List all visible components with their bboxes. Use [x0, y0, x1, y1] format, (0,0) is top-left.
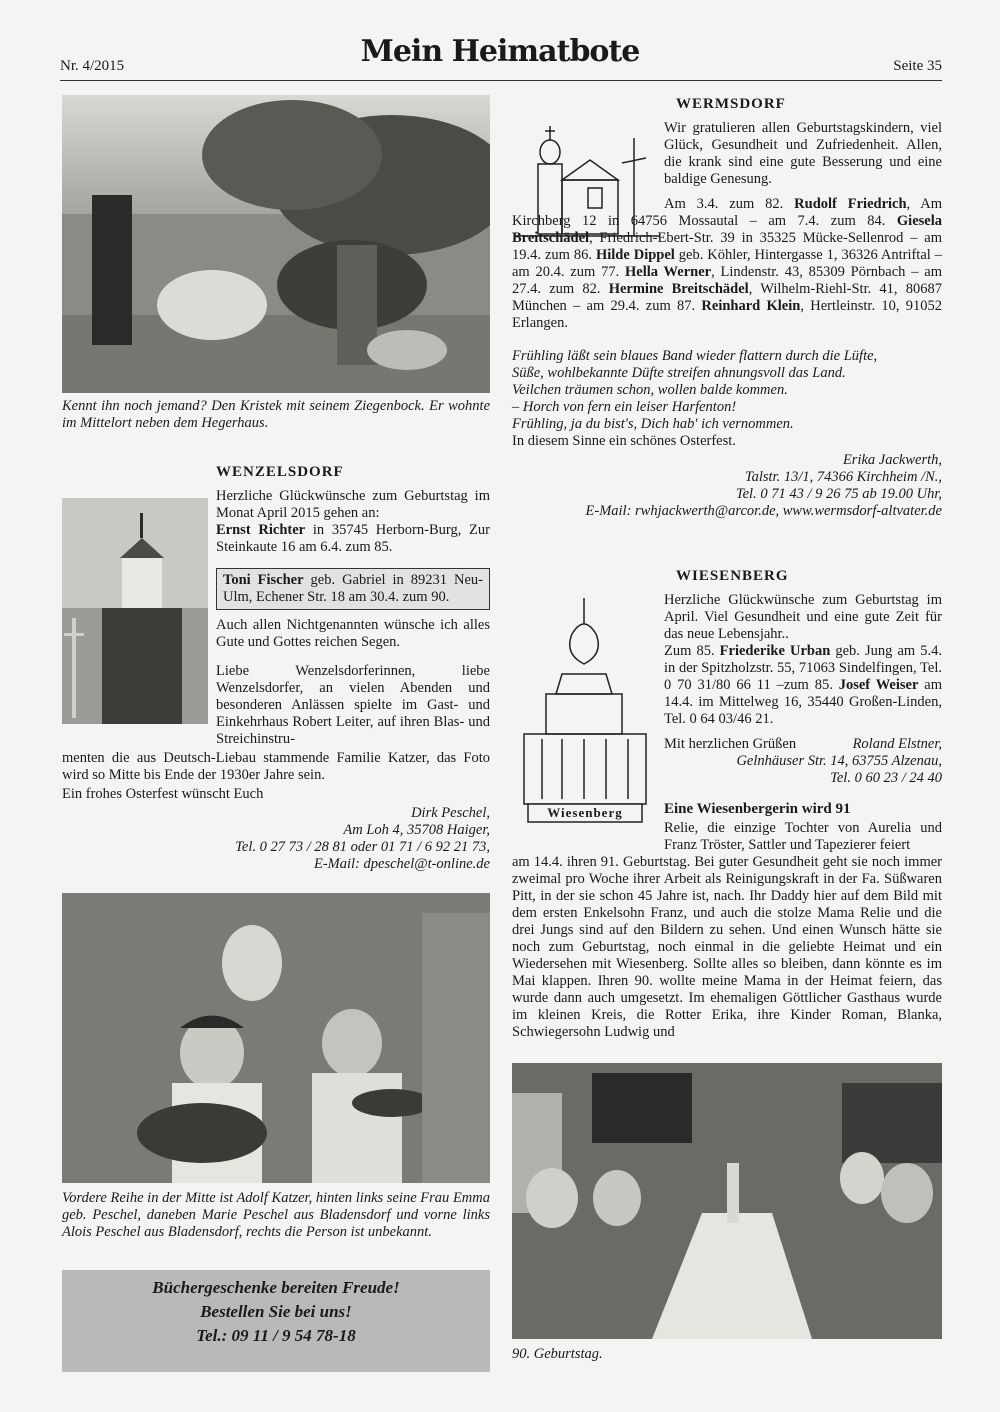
article-subtitle: Eine Wiesenbergerin wird 91 — [664, 801, 851, 817]
photo-musicians — [62, 893, 490, 1183]
wermsdorf-name: Hella Werner — [625, 264, 712, 280]
newspaper-title: Mein Heimatbote — [360, 34, 640, 69]
wermsdorf-text: Am 3.4. zum 82. — [664, 196, 795, 212]
birthday-name: Ernst Richter — [216, 522, 306, 538]
poem-closing: In diesem Sinne ein schönes Osterfest. — [512, 433, 736, 449]
sig-line: Erika Jackwerth, — [842, 452, 942, 468]
ad-headline: Büchergeschenke bereiten Freude! — [152, 1278, 400, 1297]
sig-line: E-Mail: dpeschel@t-online.de — [313, 856, 490, 872]
sig-line: Am Loh 4, 35708 Haiger, — [343, 822, 490, 838]
sig-line: Tel. 0 27 73 / 28 81 oder 01 71 / 6 92 21 73, — [235, 839, 490, 855]
poem-line: Frühling, ja du bist's, Dich hab' ich vernommen. — [512, 416, 794, 432]
fountain-icon — [512, 594, 658, 824]
emblem-label: Wiesenberg — [547, 805, 623, 820]
wiesenberg-birthdays — [664, 643, 942, 728]
sig-line: Dirk Peschel, — [411, 805, 490, 821]
sig-line: Gelnhäuser Str. 14, 63755 Alzenau, — [736, 753, 942, 769]
sig-line: Talstr. 13/1, 74366 Kirchheim /N., — [744, 469, 942, 485]
wermsdorf-name: Rudolf Friedrich — [794, 196, 907, 212]
wenzelsdorf-signature — [200, 805, 490, 873]
book-gift-ad — [62, 1270, 490, 1372]
party-illustration — [512, 1063, 942, 1339]
wiesenberg-greet: Mit herzlichen Grüßen — [664, 736, 797, 752]
wenzelsdorf-blessing: Auch allen Nichtgenannten wünsche ich alles Gute und Gottes reichen Segen. — [216, 617, 490, 650]
wermsdorf-birthdays — [512, 196, 942, 332]
issue-number: Nr. 4/2015 — [60, 58, 125, 74]
highlighted-details: geb. Gabriel in 89231 Neu-Ulm, Echener Str. 18 am 30.4. zum 90. — [223, 572, 483, 605]
wiesenberg-text: geb. Jung am 5.4. in der Spitzholzstr. 55, 71063 Sindelfingen, Tel. 0 70 31/80 66 11 –zum 85. — [664, 643, 942, 693]
wiesenberg-emblem — [512, 594, 658, 824]
wermsdorf-poem — [512, 348, 942, 450]
sig-line: Tel. 0 71 43 / 9 26 75 ab 19.00 Uhr, — [735, 486, 942, 502]
wiesenberg-signature — [664, 736, 942, 787]
party-photo-caption: 90. Geburtstag. — [512, 1346, 603, 1362]
poem-line: Veilchen träumen schon, wollen balde kommen. — [512, 382, 788, 398]
wenzelsdorf-letter-part2: menten die aus Deutsch-Liebau stammende Familie Katzer, das Foto wird so Mitte bis Ende der 1930er Jahre sein. — [62, 750, 490, 783]
photo-illustration — [62, 95, 490, 393]
wermsdorf-title: WERMSDORF — [676, 96, 786, 112]
photo-birthday-party — [512, 1063, 942, 1339]
wiesenberg-name: Friederike Urban — [719, 643, 831, 659]
wermsdorf-text: , Hertleinstr. 10, 91052 Erlangen. — [512, 298, 942, 331]
wermsdorf-name: Giesela Breitschädel — [512, 213, 942, 246]
wiesenberg-text: Zum 85. — [664, 643, 720, 659]
wermsdorf-text: geb. Köhler, Hintergasse 1, 36326 Antriftal – am 20.4. zum 77. — [512, 247, 942, 280]
birthday-details: in 35745 Herborn-Burg, Zur Steinkaute 16 am 6.4. zum 85. — [216, 522, 490, 555]
poem-line: Frühling läßt sein blaues Band wieder flattern durch die Lüfte, — [512, 348, 878, 364]
highlighted-name: Toni Fischer — [223, 572, 304, 588]
wermsdorf-greeting: Wir gratulieren allen Geburtstagskindern, viel Glück, Gesundheit und Zufriedenheit. Allen, die krank sind eine gute Besserung und eine baldige Genesung. — [664, 120, 942, 187]
sig-line: Tel. 0 60 23 / 24 40 — [830, 770, 942, 786]
photo1-caption: Kennt ihn noch jemand? Den Kristek mit seinem Ziegenbock. Er wohnte im Mittelort neben dem Hegerhaus. — [62, 398, 490, 431]
article-intro: Relie, die einzige Tochter von Aurelia und Franz Tröster, Sattler und Tapezierer feiert — [664, 820, 942, 853]
ad-order-line: Bestellen Sie bei uns! — [200, 1302, 352, 1321]
musicians-illustration — [62, 893, 490, 1183]
wiesenberg-text: am 14.4. im Mittelweg 16, 35440 Großen-Linden, Tel. 0 64 03/46 21. — [664, 677, 942, 727]
wermsdorf-text: , Lindenstr. 43, 85309 Pörnbach – am 27.4. zum 82. — [512, 264, 942, 297]
wenzelsdorf-title: WENZELSDORF — [216, 464, 344, 480]
article-body: am 14.4. ihren 91. Geburtstag. Bei guter Gesundheit geht sie noch immer zweimal pro Woche ihrer Arbeit als Reinigungskraft in der Fa. Süßwaren Pitt, in der sie schon 45 Jahre ist, nach. Ihr Daddy hier auf dem Bild mit dem ersten Enkelsohn Franz, und auch die stolze Mama Relie und die drei Jungs sind auf den Bildern zu sehen. Und einen Wunsch hätte sie noch zum Geburtstag, noch einmal in die geliebte Heimat und ein Wiedersehen mit Wiesenberg. Sollte alles so bleiben, dann könnte es im Mai klappen. Ihren 90. wollte meine Mama in der Heimat feiern, das wurde dann auch umgesetzt. Im ehemaligen Göttlicher Gasthaus wurde im kleinen Kreis, die Rotter Erika, ihre Kinder Roman, Blanka, Schwiegersohn Ludwig und — [512, 854, 942, 1040]
header-rule — [60, 80, 942, 81]
wermsdorf-name: Hermine Breitschädel — [608, 281, 749, 297]
sig-line: Roland Elstner, — [852, 736, 942, 752]
poem-line: – Horch von fern ein leiser Harfenton! — [512, 399, 737, 415]
poem-line: Süße, wohlbekannte Düfte streifen ahnungsvoll das Land. — [512, 365, 846, 381]
page-number: Seite 35 — [893, 58, 942, 74]
wiesenberg-title: WIESENBERG — [676, 568, 789, 584]
photo-man-with-goat — [62, 95, 490, 393]
wenzelsdorf-letter-part1: Liebe Wenzelsdorferinnen, liebe Wenzelsdorfer, an vielen Abenden und besonderen Anlässen spielte im Gast- und Einkehrhaus Robert Leiter, auf ihren Blas- und Streichinstru- — [216, 663, 490, 747]
wiesenberg-greeting: Herzliche Glückwünsche zum Geburtstag im April. Viel Gesundheit und eine gute Zeit für das neue Lebensjahr.. — [664, 592, 942, 642]
ad-phone: Tel.: 09 11 / 9 54 78-18 — [196, 1326, 356, 1345]
wermsdorf-text: , Am Kirchberg 12 in 64756 Mossautal – am 7.4. zum 84. — [512, 196, 943, 229]
wermsdorf-name: Reinhard Klein — [701, 298, 801, 314]
sig-line: E-Mail: rwhjackwerth@arcor.de, www.wermsdorf-altvater.de — [585, 503, 942, 519]
wermsdorf-name: Hilde Dippel — [595, 247, 675, 263]
wermsdorf-text: , Friedrich-Ebert-Str. 39 in 35325 Mücke-Sellenrod – am 19.4. zum 86. — [512, 230, 942, 263]
wiesenberg-name: Josef Weiser — [838, 677, 919, 693]
chapel-illustration — [62, 498, 208, 724]
wermsdorf-text: , Wilhelm-Riehl-Str. 41, 80687 München – am 29.4. zum 87. — [512, 281, 942, 314]
photo-chapel — [62, 498, 208, 724]
wenzelsdorf-intro — [216, 488, 490, 556]
highlighted-birthday-box — [216, 568, 490, 610]
wenzelsdorf-intro-text: Herzliche Glückwünsche zum Geburtstag im Monat April 2015 gehen an: — [216, 488, 490, 521]
wenzelsdorf-easter: Ein frohes Osterfest wünscht Euch — [62, 786, 264, 802]
wermsdorf-signature — [512, 452, 942, 520]
photo2-caption: Vordere Reihe in der Mitte ist Adolf Katzer, hinten links seine Frau Emma geb. Peschel, daneben Marie Peschel aus Bladensdorf und vorne links Alois Peschel aus Bladensdorf, rechts die Person ist unbekannt. — [62, 1190, 490, 1240]
